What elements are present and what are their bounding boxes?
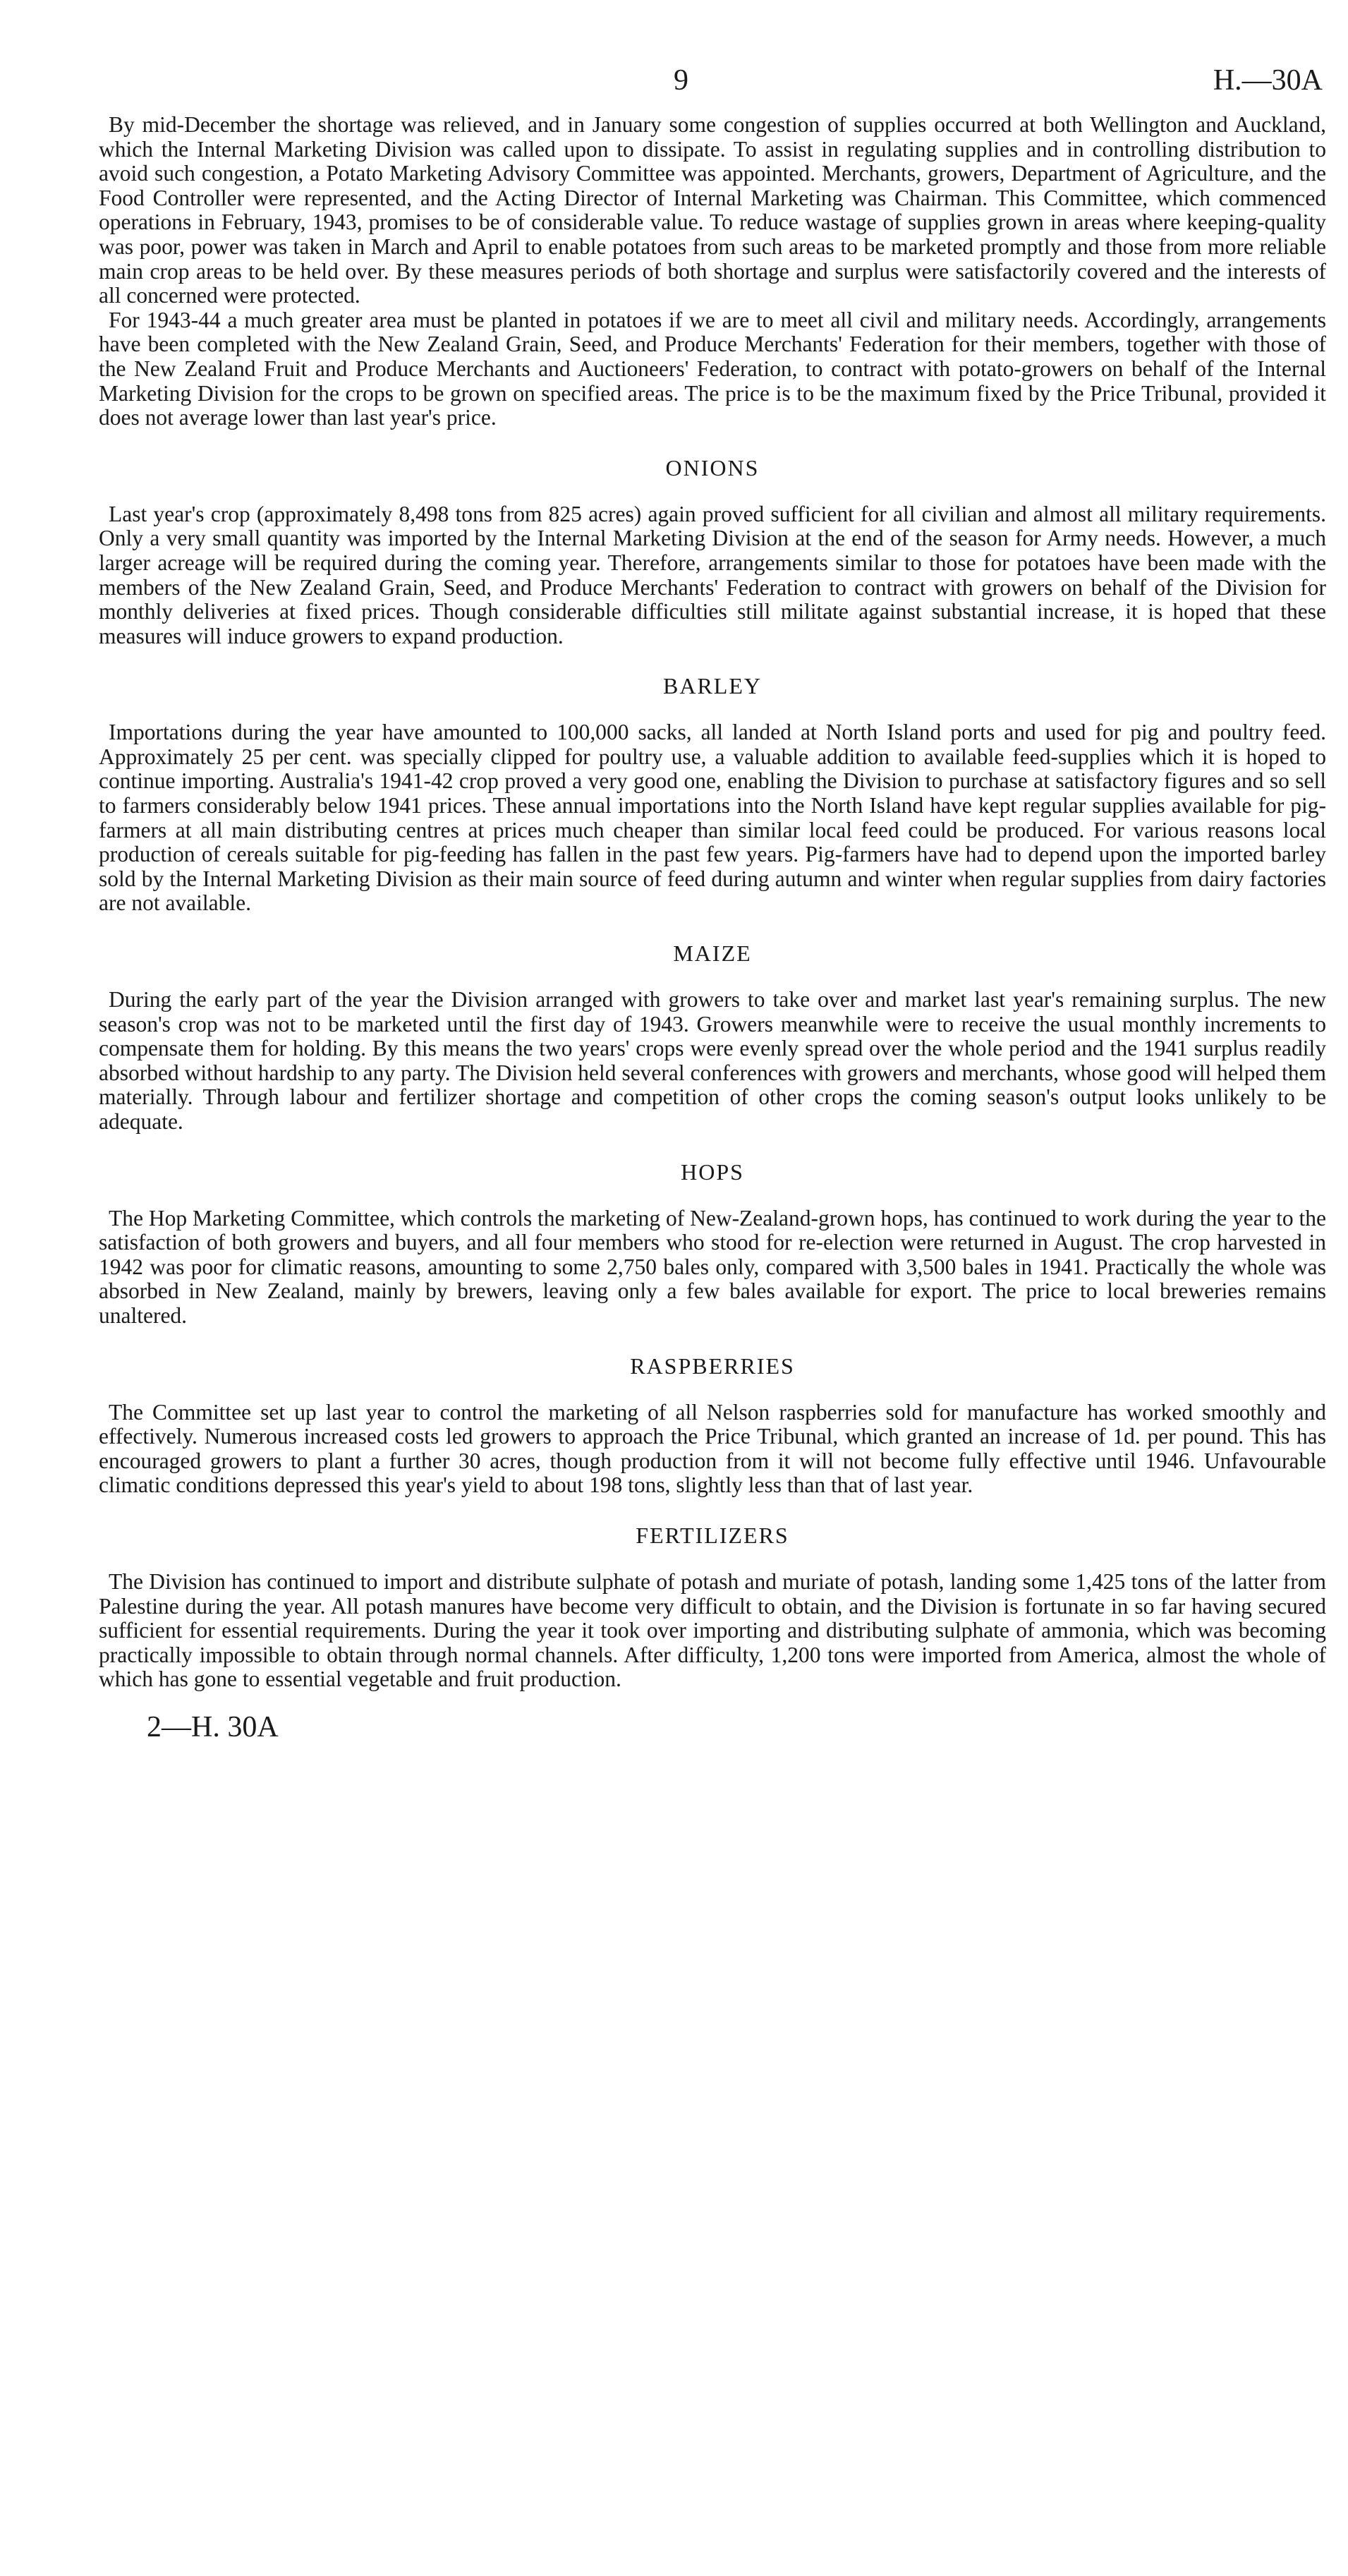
section-text-barley: Importations during the year have amounted to 100,000 sacks, all landed at North Island ports and used for pig and poultry feed. Approximately 25 per cent. was specially clipped for poultry use, a valuable addition to available feed-supplies which it is hoped to continue importing. Australia's 1941-42 crop proved a very good one, enabling the Division to purchase at satisfactory figures and so sell to farmers considerably below 1941 prices. These annual importations into the North Island have kept regular supplies available for pig-farmers at all main distributing centres at prices much cheaper than similar local feed could be produced. For various reasons local production of cereals suitable for pig-feeding has fallen in the past few years. Pig-farmers have had to depend upon the imported barley sold by the Internal Marketing Division as their main source of feed during autumn and winter when regular supplies from dairy factories are not available.	[99, 720, 1326, 916]
section-text-raspberries: The Committee set up last year to control the marketing of all Nelson raspberries sold for manufacture has worked smoothly and effectively. Numerous increased costs led growers to approach the Price Tribunal, which granted an increase of 1d. per pound. This has encouraged growers to plant a further 30 acres, though production from it will not become fully effective until 1946. Unfavourable climatic conditions depressed this year's yield to about 198 tons, slightly less than that of last year.	[99, 1399, 1326, 1498]
section-text-hops: The Hop Marketing Committee, which controls the marketing of New-Zealand-grown hops, has continued to work during the year to the satisfaction of both growers and buyers, and all four members who stood for re-election were returned in August. The crop harvested in 1942 was poor for climatic reasons, amounting to some 2,750 bales only, compared with 3,500 bales in 1941. Practically the whole was absorbed in New Zealand, mainly by brewers, leaving only a few bales available for export. The price to local breweries remains unaltered.	[99, 1205, 1326, 1328]
section-title-maize: MAIZE	[673, 941, 752, 967]
section-text-fertilizers: The Division has continued to import and distribute sulphate of potash and muriate of potash, landing some 1,425 tons of the latter from Palestine during the year. All potash manures have become very difficult to obtain, and the Division is fortunate in so far having secured sufficient for essential requirements. During the year it took over importing and distributing sulphate of ammonia, which was becoming practically impossible to obtain through normal channels. After difficulty, 1,200 tons were imported from America, almost the whole of which has gone to essential vegetable and fruit production.	[99, 1568, 1326, 1692]
section-text-maize: During the early part of the year the Division arranged with growers to take over and market last year's remaining surplus. The new season's crop was not to be marketed until the first day of 1943. Growers meanwhile were to receive the usual monthly increments to compensate them for holding. By this means the two years' crops were evenly spread over the whole period and the 1941 surplus readily absorbed without hardship to any party. The Division held several conferences with growers and merchants, whose good will helped them materially. Through labour and fertilizer shortage and competition of other crops the coming season's output looks unlikely to be adequate.	[99, 987, 1326, 1134]
section-title-fertilizers: FERTILIZERS	[636, 1522, 789, 1548]
page-header	[99, 64, 1326, 113]
section-raspberries	[99, 1353, 1326, 1498]
intro-paragraph-1: By mid-December the shortage was relieved, and in January some congestion of supplies occurred at both Wellington and Auckland, which the Internal Marketing Division was called upon to dissipate. To assist in regulating supplies and in controlling distribution to avoid such congestion, a Potato Marketing Advisory Committee was appointed. Merchants, growers, Department of Agriculture, and the Food Controller were represented, and the Acting Director of Internal Marketing was Chairman. This Committee, which commenced operations in February, 1943, promises to be of considerable value. To reduce wastage of supplies grown in areas where keeping-quality was poor, power was taken in March and April to enable potatoes from such areas to be marketed promptly and those from more reliable main crop areas to be held over. By these measures periods of both shortage and surplus were satisfactorily covered and the interests of all concerned were protected.	[99, 112, 1326, 308]
section-hops	[99, 1159, 1326, 1329]
document-reference: H.—30A	[1213, 64, 1323, 97]
section-title-hops: HOPS	[681, 1159, 744, 1185]
section-maize	[99, 940, 1326, 1135]
section-text-onions: Last year's crop (approximately 8,498 tons from 825 acres) again proved sufficient for all civilian and almost all military requirements. Only a very small quantity was imported by the Internal Marketing Division at the end of the season for Army needs. However, a much larger acreage will be required during the coming year. Therefore, arrangements similar to those for potatoes have been made with the members of the New Zealand Grain, Seed, and Produce Merchants' Federation to contract with growers on behalf of the Division for monthly deliveries at fixed prices. Though considerable difficulties still militate against substantial increase, it is hoped that these measures will induce growers to expand production.	[99, 501, 1326, 648]
signature-mark: 2—H. 30A	[147, 1710, 279, 1743]
document-page	[99, 64, 1326, 1744]
section-title-onions: ONIONS	[665, 454, 760, 480]
section-onions	[99, 454, 1326, 649]
section-title-raspberries: RASPBERRIES	[630, 1353, 795, 1379]
section-barley	[99, 672, 1326, 916]
section-title-barley: BARLEY	[663, 673, 762, 699]
page-number: 9	[674, 64, 688, 97]
intro-paragraph-2: For 1943-44 a much greater area must be planted in potatoes if we are to meet all civil and military needs. Accordingly, arrangements have been completed with the New Zealand Grain, Seed, and Produce Merchants' Federation for their members, together with those of the New Zealand Fruit and Produce Merchants and Auctioneers' Federation, to contract with potato-growers on behalf of the Internal Marketing Division for the crops to be grown on specified areas. The price is to be the maximum fixed by the Price Tribunal, provided it does not average lower than last year's price.	[99, 307, 1326, 430]
potatoes-continuation	[99, 113, 1326, 430]
section-fertilizers	[99, 1522, 1326, 1692]
